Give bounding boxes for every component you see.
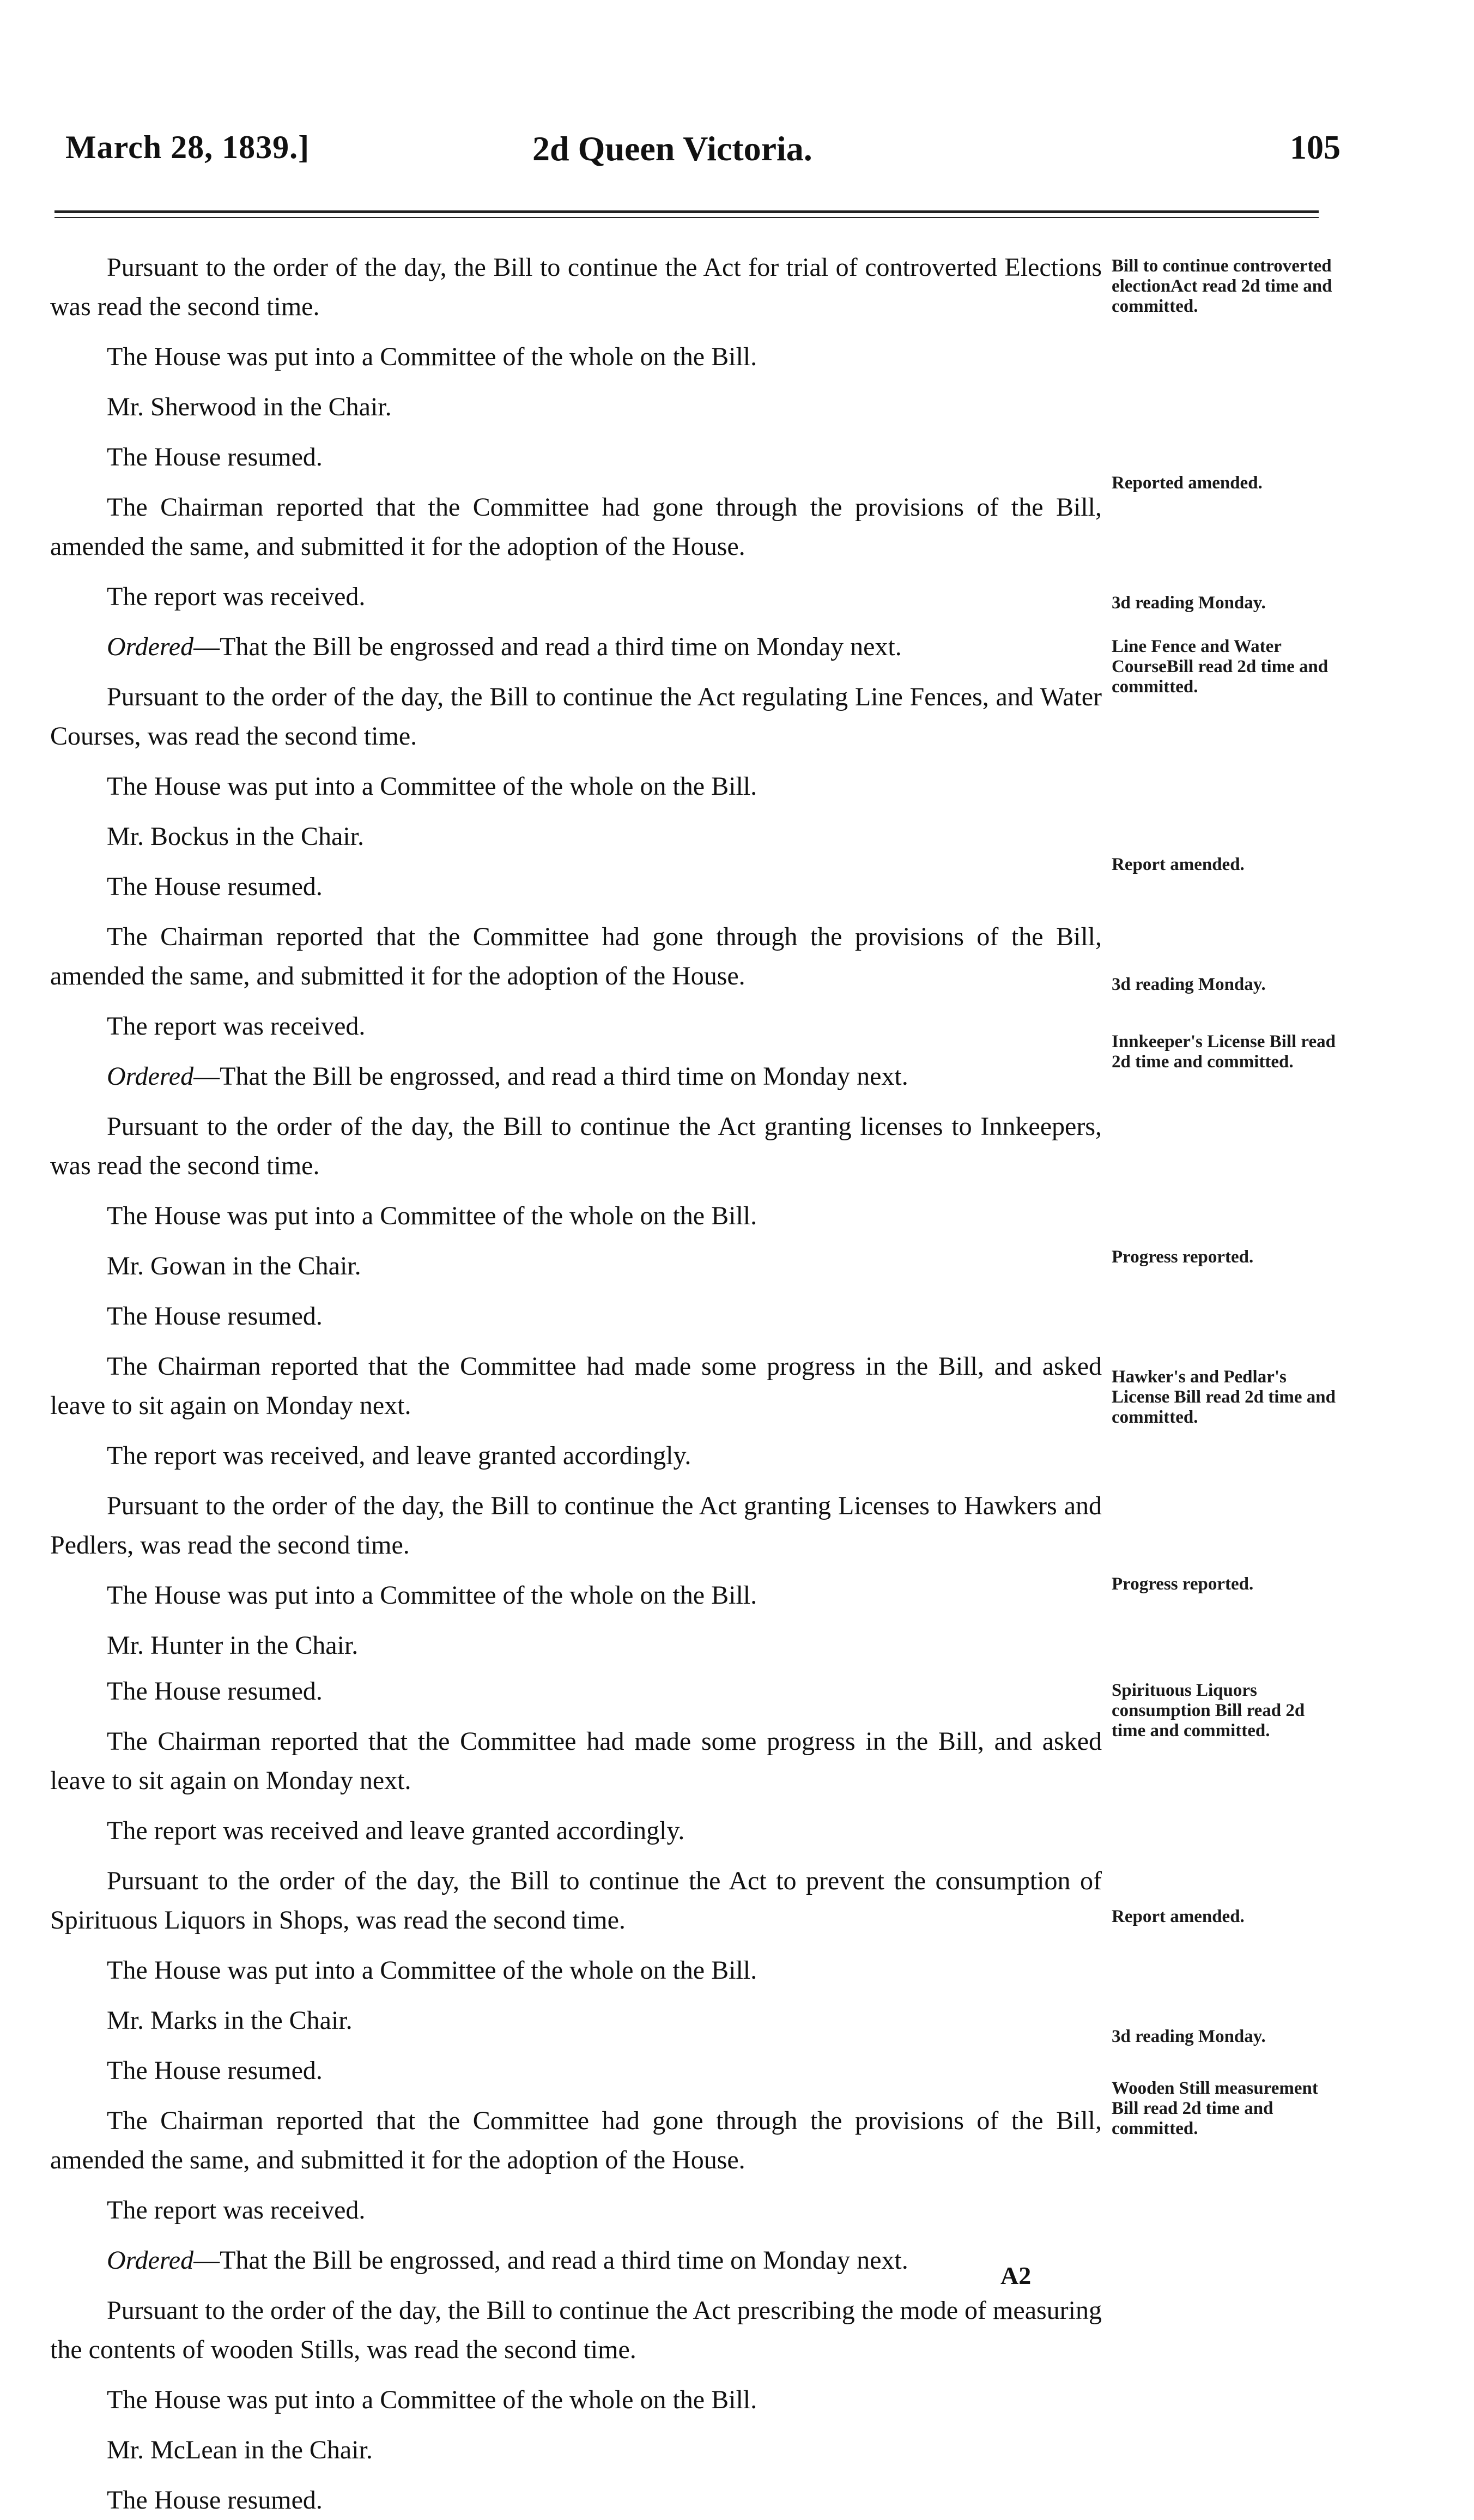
journal-body [50, 248, 1102, 2520]
paragraph: The Chairman reported that the Committee had gone through the provisions of the Bill, amended the same, and submitted it for the adoption of the House. [50, 922, 1102, 990]
ordered-label: Ordered [107, 632, 194, 661]
paragraph: The House resumed. [107, 1677, 323, 1706]
paragraph: Mr. Gowan in the Chair. [107, 1252, 361, 1280]
paragraph: The report was received. [107, 1012, 366, 1041]
ordered-label: Ordered [107, 1062, 194, 1091]
marginal-note: 3d reading Monday. [1112, 2027, 1266, 2046]
marginal-note: Hawker's and Pedlar's License Bill read 2d time and committed. [1112, 1367, 1336, 1427]
paragraph: The House resumed. [107, 443, 323, 472]
paragraph: The House was put into a Committee of the whole on the Bill. [107, 1581, 757, 1610]
marginal-note: Progress reported. [1112, 1247, 1254, 1267]
paragraph: The House was put into a Committee of the whole on the Bill. [107, 342, 757, 371]
marginal-note: 3d reading Monday. [1112, 975, 1266, 994]
marginal-note: Progress reported. [1112, 1574, 1254, 1594]
marginal-note: Wooden Still measurement Bill read 2d time and committed. [1112, 2078, 1318, 2138]
marginal-note: Line Fence and Water CourseBill read 2d time and committed. [1112, 637, 1329, 697]
paragraph: Pursuant to the order of the day, the Bill to continue the Act for trial of controverted Elections was read the second time. [50, 253, 1102, 321]
marginal-note: Reported amended. [1112, 473, 1263, 493]
paragraph: The House was put into a Committee of the whole on the Bill. [107, 1201, 757, 1230]
paragraph: The House resumed. [107, 1302, 323, 1331]
ordered-text: —That the Bill be engrossed, and read a third time on Monday next. [193, 1062, 908, 1091]
paragraph: The Chairman reported that the Committee had gone through the provisions of the Bill, amended the same, and submitted it for the adoption of the House. [50, 493, 1102, 561]
marginal-note: 3d reading Monday. [1112, 593, 1266, 613]
paragraph: Mr. Bockus in the Chair. [107, 822, 364, 851]
header-rule-thin [54, 217, 1319, 218]
paragraph: The report was received, and leave granted accordingly. [107, 1441, 691, 1470]
paragraph: Pursuant to the order of the day, the Bill to continue the Act to prevent the consumption of Spirituous Liquors in Shops, was read the second time. [50, 1866, 1102, 1935]
marginal-note: Spirituous Liquors consumption Bill read 2d time and committed. [1112, 1681, 1305, 1741]
marginal-note: Report amended. [1112, 855, 1245, 874]
paragraph: Mr. Marks in the Chair. [107, 2006, 353, 2035]
paragraph: The Chairman reported that the Committee had gone through the provisions of the Bill, amended the same, and submitted it for the adoption of the House. [50, 2106, 1102, 2174]
ordered-text: —That the Bill be engrossed, and read a third time on Monday next. [193, 2246, 908, 2275]
ordered-label: Ordered [107, 2246, 194, 2275]
paragraph: The House was put into a Committee of the whole on the Bill. [107, 772, 757, 801]
ordered-paragraph [50, 1057, 1102, 1096]
header-title: 2d Queen Victoria. [532, 129, 812, 168]
paragraph: The Chairman reported that the Committee had made some progress in the Bill, and asked leave to sit again on Monday next. [50, 1352, 1102, 1420]
paragraph: The House resumed. [107, 2486, 323, 2515]
paragraph: The report was received and leave granted accordingly. [107, 1816, 685, 1845]
paragraph: The Chairman reported that the Committee had made some progress in the Bill, and asked leave to sit again on Monday next. [50, 1727, 1102, 1795]
ordered-paragraph [50, 2241, 1102, 2280]
ordered-text: —That the Bill be engrossed and read a third time on Monday next. [193, 632, 902, 661]
paragraph: The House resumed. [107, 872, 323, 901]
paragraph: The House resumed. [107, 2056, 323, 2085]
marginal-note: Bill to continue controverted electionAct read 2d time and committed. [1112, 256, 1332, 316]
paragraph: The report was received. [107, 2196, 366, 2225]
signature-mark: A2 [1000, 2262, 1032, 2289]
marginal-note: Report amended. [1112, 1907, 1245, 1926]
paragraph: The House was put into a Committee of the whole on the Bill. [107, 1956, 757, 1985]
paragraph: Pursuant to the order of the day, the Bill to continue the Act granting Licenses to Hawkers and Pedlers, was read the second time. [50, 1491, 1102, 1560]
paragraph: Pursuant to the order of the day, the Bill to continue the Act regulating Line Fences, and Water Courses, was read the second time. [50, 682, 1102, 751]
ordered-paragraph [50, 627, 1102, 667]
paragraph: Mr. Sherwood in the Chair. [107, 392, 392, 421]
paragraph: The report was received. [107, 582, 366, 611]
paragraph: Pursuant to the order of the day, the Bill to continue the Act prescribing the mode of measuring the contents of wooden Stills, was read the second time. [50, 2296, 1102, 2364]
paragraph: Mr. Hunter in the Chair. [107, 1631, 359, 1660]
paragraph: Pursuant to the order of the day, the Bill to continue the Act granting licenses to Innkeepers, was read the second time. [50, 1112, 1102, 1180]
paragraph: Mr. McLean in the Chair. [107, 2436, 373, 2464]
page-number: 105 [1290, 129, 1340, 166]
header-rule-thick [54, 210, 1319, 213]
header-date: March 28, 1839.] [65, 129, 310, 165]
marginal-note: Innkeeper's License Bill read 2d time and committed. [1112, 1032, 1336, 1072]
page-header [65, 129, 1340, 183]
paragraph: The House was put into a Committee of the whole on the Bill. [107, 2385, 757, 2414]
